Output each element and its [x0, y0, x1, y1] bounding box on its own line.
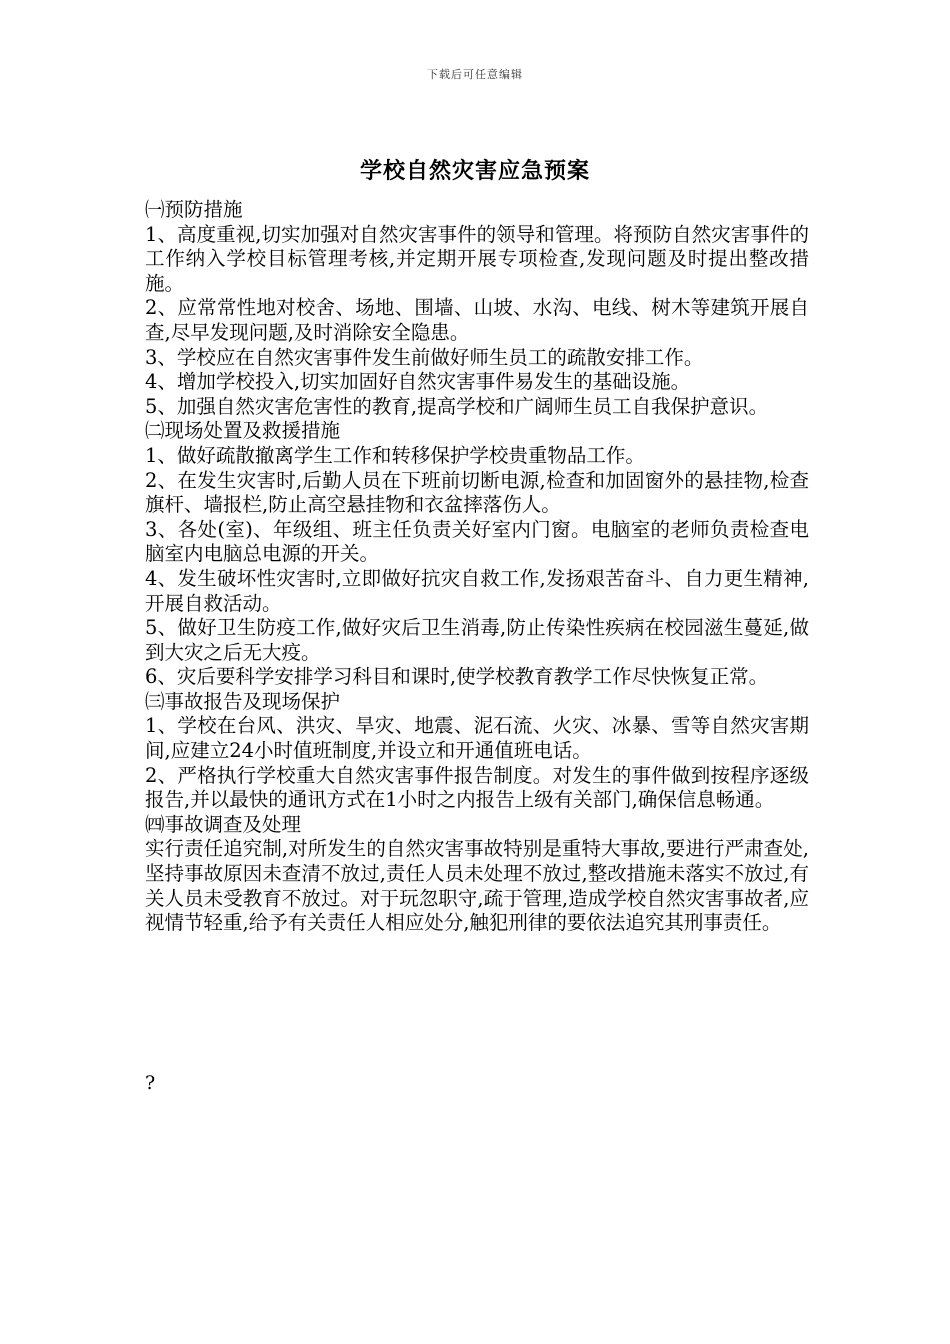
paragraph: 实行责任追究制,对所发生的自然灾害事故特别是重特大事故,要进行严肃查处,坚持事故原因未查清不放过,责任人员未处理不放过,整改措施未落实不放过,有关人员未受教育不放过。对于玩忽职守,疏于管理,造成学校自然灾害事故者,应视情节轻重,给予有关责任人相应处分,触犯刑律的要依法追究其刑事责任。: [145, 837, 809, 935]
section-heading-rescue: ㈡现场处置及救援措施: [145, 419, 341, 443]
section-heading-investigation: ㈣事故调查及处理: [145, 812, 302, 836]
paragraph: 2、在发生灾害时,后勤人员在下班前切断电源,检查和加固窗外的悬挂物,检查旗杆、墙报栏,防止高空悬挂物和衣盆摔落伤人。: [145, 468, 809, 517]
paragraph: 1、做好疏散撤离学生工作和转移保护学校贵重物品工作。: [145, 443, 645, 467]
section-heading-prevention: ㈠预防措施: [145, 198, 243, 221]
paragraph: 3、学校应在自然灾害事件发生前做好师生员工的疏散安排工作。: [145, 345, 704, 369]
paragraph: 3、各处(室)、年级组、班主任负责关好室内门窗。电脑室的老师负责检查电脑室内电脑总电源的开关。: [145, 517, 809, 566]
paragraph: 2、严格执行学校重大自然灾害事件报告制度。对发生的事件做到按程序逐级报告,并以最快的通讯方式在1小时之内报告上级有关部门,确保信息畅通。: [145, 763, 809, 812]
paragraph: 1、学校在台风、洪灾、旱灾、地震、泥石流、火灾、冰暴、雪等自然灾害期间,应建立24小时值班制度,并设立和开通值班电话。: [145, 714, 809, 763]
paragraph: 6、灾后要科学安排学习科目和课时,使学校教育教学工作尽快恢复正常。: [145, 665, 769, 689]
document-title: 学校自然灾害应急预案: [359, 159, 590, 184]
header-note: 下载后可任意编辑: [427, 68, 523, 81]
document-body: [145, 198, 809, 936]
paragraph: 5、加强自然灾害危害性的教育,提高学校和广阔师生员工自我保护意识。: [145, 394, 769, 418]
paragraph: 2、应常常性地对校舍、场地、围墙、山坡、水沟、电线、树木等建筑开展自查,尽早发现问题,及时消除安全隐患。: [145, 296, 809, 344]
paragraph: 5、做好卫生防疫工作,做好灾后卫生消毒,防止传染性疾病在校园滋生蔓延,做到大灾之后无大疫。: [145, 616, 809, 664]
paragraph: 4、发生破坏性灾害时,立即做好抗灾自救工作,发扬艰苦奋斗、自力更生精神,开展自救活动。: [145, 566, 809, 615]
trailing-mark: ?: [145, 1072, 156, 1094]
paragraph: 1、高度重视,切实加强对自然灾害事件的领导和管理。将预防自然灾害事件的工作纳入学校目标管理考核,并定期开展专项检查,发现问题及时提出整改措施。: [145, 222, 809, 295]
paragraph: 4、增加学校投入,切实加固好自然灾害事件易发生的基础设施。: [145, 370, 691, 394]
section-heading-report: ㈢事故报告及现场保护: [145, 689, 341, 713]
